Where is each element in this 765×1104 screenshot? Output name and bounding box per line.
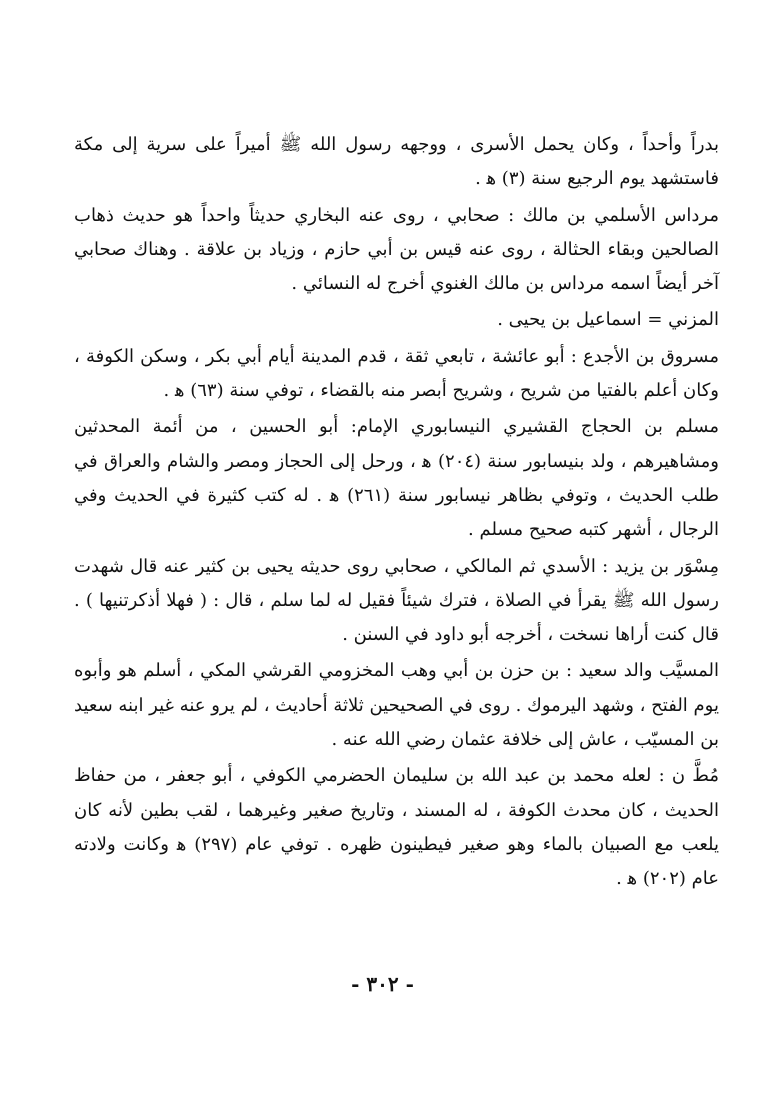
entry-masruq <box>74 340 719 409</box>
entry-mutayyan <box>74 759 719 896</box>
document-body <box>74 128 719 897</box>
entry-text: مِسْوَر بن يزيد : الأسدي ثم المالكي ، صحابي روى حديثه يحيى بن كثير عنه قال شهدت رسول الله ﷺ يقرأ في الصلاة ، فترك شيئاً فقيل له لما سلم ، قال : ( فهلا أذكرتنيها ) . قال كنت أراها نسخت ، أخرجه أبو داود في السنن . <box>74 555 720 646</box>
entry-miswar <box>74 550 719 653</box>
entry-musayyab <box>74 654 719 757</box>
entry-text: مسروق بن الأجدع : أبو عائشة ، تابعي ثقة ، قدم المدينة أيام أبي بكر ، وسكن الكوفة ، وكان أعلم بالفتيا من شريح ، وشريح أبصر منه بالقضاء ، توفي سنة (٦٣) ﻫ . <box>74 345 719 402</box>
page-number: - ٣٠٢ - <box>351 972 414 996</box>
entry-text: مسلم بن الحجاج القشيري النيسابوري الإمام: أبو الحسين ، من أئمة المحدثين ومشاهيرهم ، ولد بنيسابور سنة (٢٠٤) ﻫ ، ورحل إلى الحجاز ومصر والشام والعراق في طلب الحديث ، وتوفي بظاهر نيسابور سنة (٢٦١) ﻫ . له كتب كثيرة في الحديث وفي الرجال ، أشهر كتبه صحيح مسلم . <box>74 416 719 541</box>
entry-muslim <box>74 410 719 547</box>
entry-continuation <box>74 128 719 197</box>
entry-text: المسيَّب والد سعيد : بن حزن بن أبي وهب المخزومي القرشي المكي ، أسلم هو وأبوه يوم الفتح ، وشهد اليرموك . روى في الصحيحين ثلاثة أحاديث ، لم يرو عنه غير ابنه سعيد بن المسيّب ، عاش إلى خلافة عثمان رضي الله عنه . <box>74 660 719 751</box>
entry-text: مرداس الأسلمي بن مالك : صحابي ، روى عنه البخاري حديثاً واحداً هو حديث ذهاب الصالحين وبقاء الحثالة ، روى عنه قيس بن أبي حازم ، وزياد بن علاقة . وهناك صحابي آخر أيضاً اسمه مرداس بن مالك الغنوي أخرج له النسائي . <box>74 204 719 295</box>
entry-text: بدراً وأحداً ، وكان يحمل الأسرى ، ووجهه رسول الله ﷺ أميراً على سرية إلى مكة فاستشهد يوم الرجيع سنة (٣) ﻫ . <box>74 134 719 190</box>
entry-mirdas <box>74 199 719 302</box>
entry-text: المزني = اسماعيل بن يحيى . <box>497 309 719 331</box>
entry-muzani <box>74 303 719 337</box>
entry-text: مُطَّ ن : لعله محمد بن عبد الله بن سليمان الحضرمي الكوفي ، أبو جعفر ، من حفاظ الحديث ، كان محدث الكوفة ، له المسند ، وتاريخ صغير وغيرهما ، لقب بطين لأنه كان يلعب مع الصبيان بالماء وهو صغير فيطينون ظهره . توفي عام (٢٩٧) ﻫ وكانت ولادته عام (٢٠٢) ﻫ . <box>74 765 720 890</box>
